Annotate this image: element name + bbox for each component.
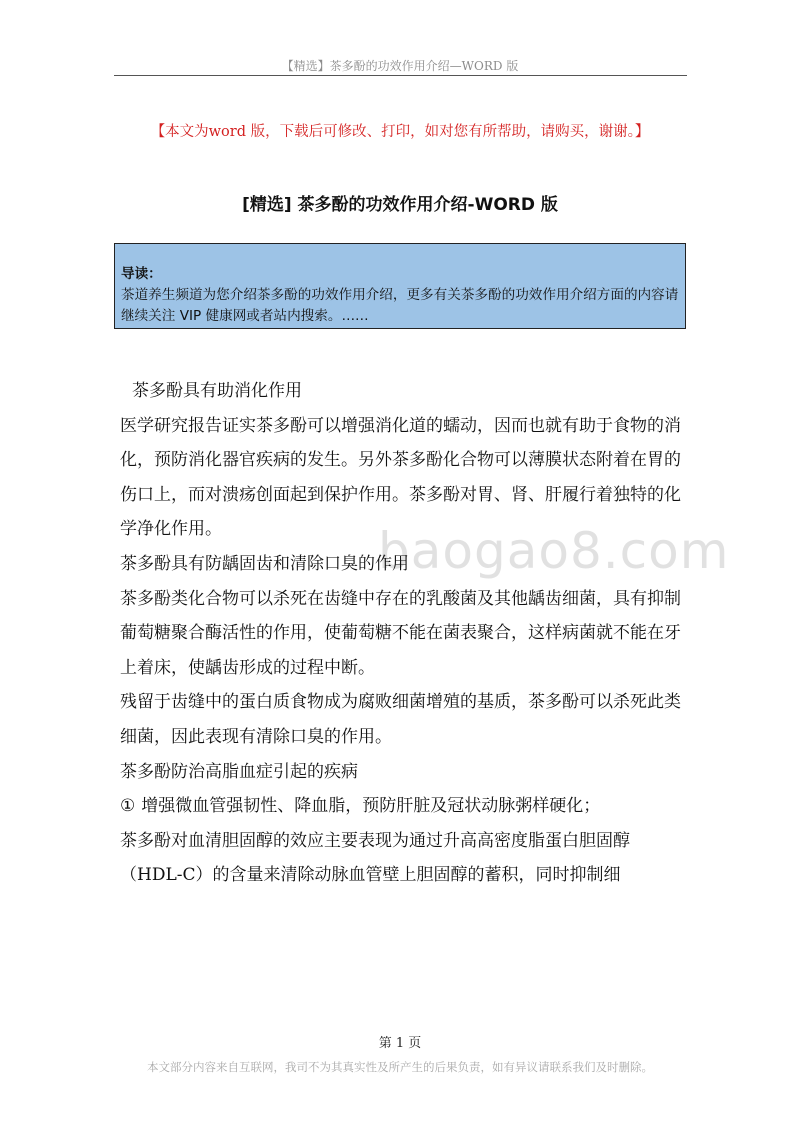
lead-box bbox=[114, 243, 686, 329]
document-title: [精选] 茶多酚的功效作用介绍-WORD 版 bbox=[242, 195, 558, 215]
page-number: 第 1 页 bbox=[378, 1036, 422, 1051]
list-item bbox=[120, 789, 686, 824]
paragraph: 医学研究报告证实茶多酚可以增强消化道的蠕动，因而也就有助于食物的消化，预防消化器官疾病的发生。另外茶多酚化合物可以薄膜状态附着在胃的伤口上，而对溃疡创面起到保护作用。茶多酚对胃、肾、肝履行着独特的化学净化作用。 bbox=[120, 415, 681, 540]
section-heading: 茶多酚具有助消化作用 bbox=[132, 381, 302, 401]
section-heading: 茶多酚具有防龋固齿和清除口臭的作用 bbox=[120, 553, 409, 574]
header-rule bbox=[114, 75, 687, 76]
lead-label: 导读： bbox=[121, 266, 162, 282]
paragraph: 残留于齿缝中的蛋白质食物成为腐败细菌增殖的基质，茶多酚可以杀死此类细菌，因此表现有清除口臭的作用。 bbox=[120, 692, 681, 747]
running-header: 【精选】茶多酚的功效作用介绍—WORD 版 bbox=[281, 59, 519, 73]
list-marker: ① bbox=[120, 796, 136, 817]
download-notice: 【本文为word 版，下载后可修改、打印，如对您有所帮助，请购买，谢谢。】 bbox=[150, 124, 650, 140]
list-item-text: 增强微血管强韧性、降血脂，预防肝脏及冠状动脉粥样硬化； bbox=[141, 796, 601, 817]
paragraph: 茶多酚对血清胆固醇的效应主要表现为通过升高高密度脂蛋白胆固醇（HDL-C）的含量来清除动脉血管壁上胆固醇的蓄积，同时抑制细 bbox=[120, 830, 630, 886]
footer-disclaimer: 本文部分内容来自互联网，我司不为其真实性及所产生的后果负责，如有异议请联系我们及时删除。 bbox=[147, 1060, 653, 1074]
lead-text: 茶道养生频道为您介绍茶多酚的功效作用介绍，更多有关茶多酚的功效作用介绍方面的内容请继续关注 VIP 健康网或者站内搜索。…… bbox=[121, 287, 679, 324]
watermark: baogao8.com bbox=[378, 522, 730, 580]
paragraph: 茶多酚类化合物可以杀死在齿缝中存在的乳酸菌及其他龋齿细菌，具有抑制葡萄糖聚合酶活性的作用，使葡萄糖不能在菌表聚合，这样病菌就不能在牙上着床，使龋齿形成的过程中断。 bbox=[120, 588, 681, 678]
section-heading: 茶多酚防治高脂血症引起的疾病 bbox=[120, 761, 358, 782]
document-body bbox=[120, 374, 686, 893]
